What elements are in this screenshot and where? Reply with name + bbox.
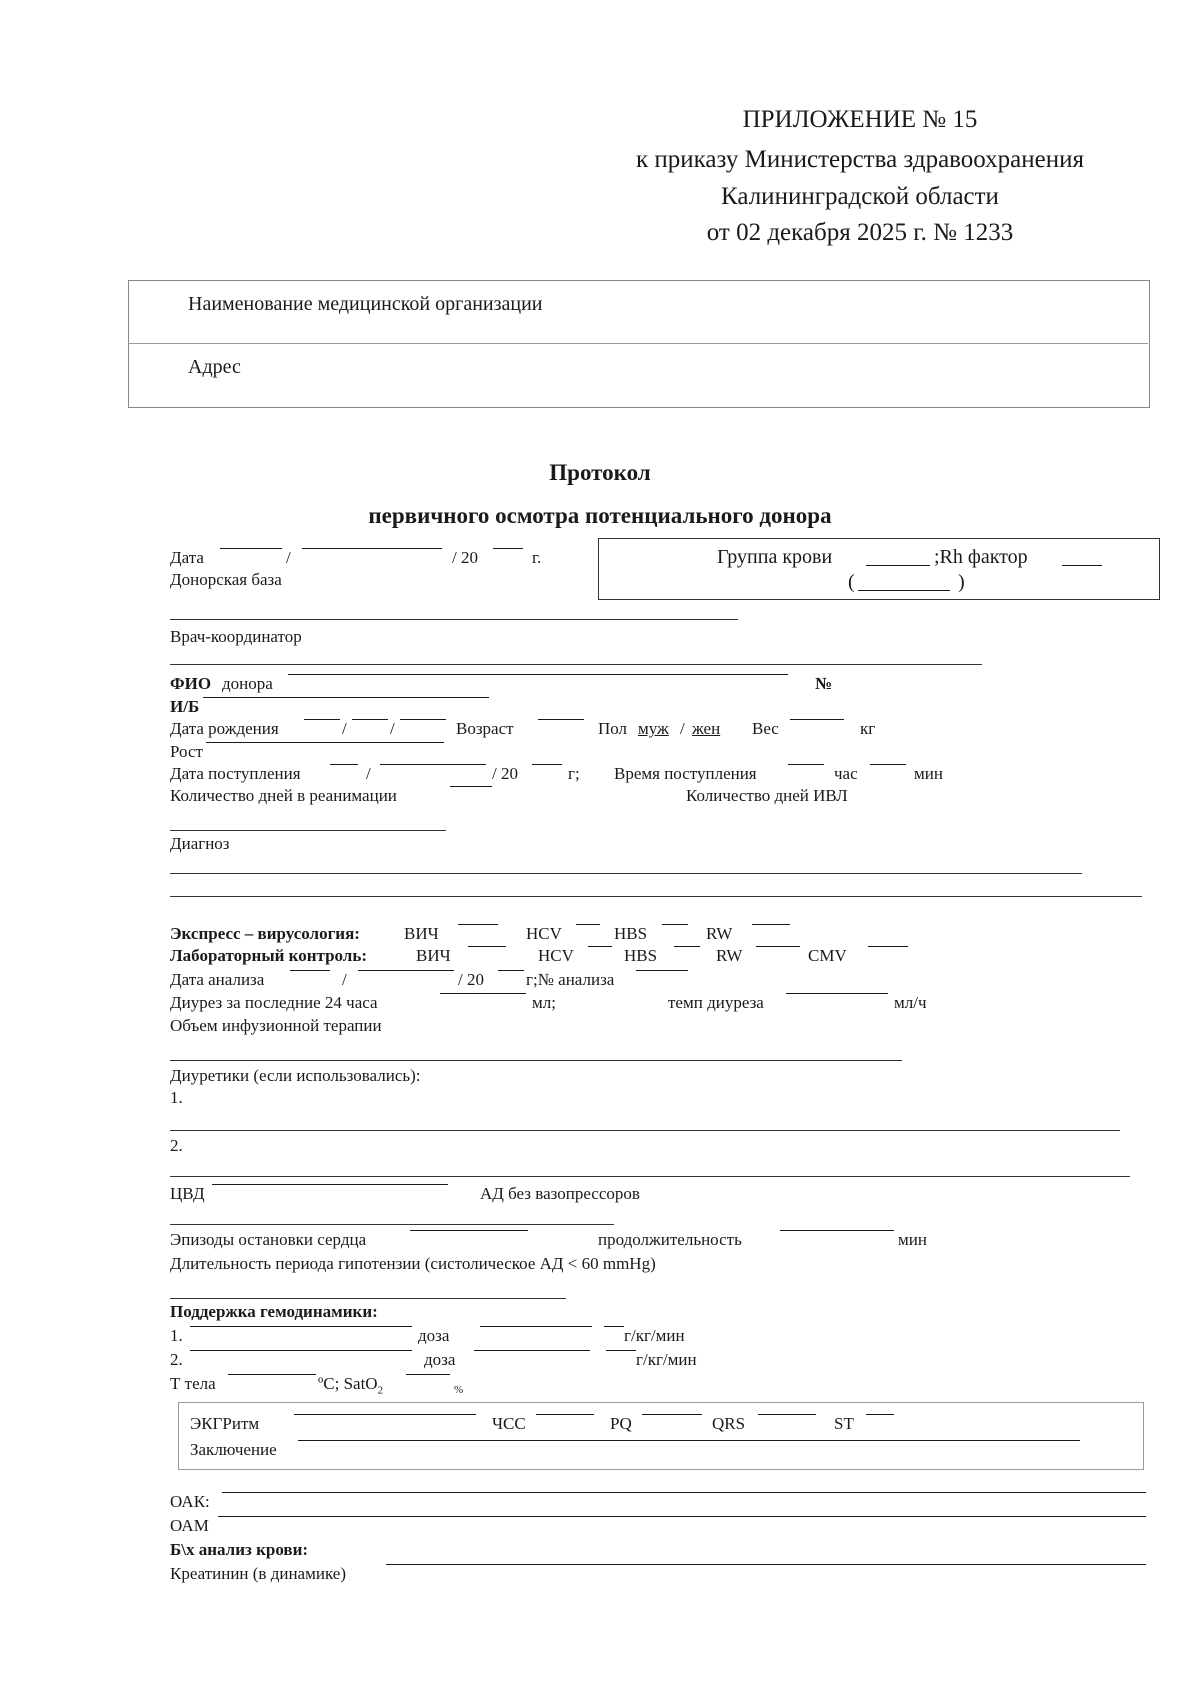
express-hcv-label: HCV (526, 924, 562, 943)
ecg-rhythm-blank[interactable] (294, 1414, 476, 1415)
arrest-duration-label: продолжительность (598, 1230, 742, 1249)
analysis-month-blank[interactable] (358, 970, 454, 971)
fio-rest-label: донора (222, 674, 273, 693)
hemo-drug-1-blank[interactable] (190, 1326, 412, 1327)
hemo-dose-1-blank[interactable] (480, 1326, 592, 1327)
hemo-drug-2-blank[interactable] (190, 1350, 412, 1351)
header-line-1: ПРИЛОЖЕНИЕ № 15 (742, 106, 978, 133)
diuresis-rate-label: темп диуреза (668, 993, 764, 1012)
body-temp-blank[interactable] (228, 1374, 316, 1375)
cvp-blank[interactable] (212, 1184, 448, 1185)
birth-date-label: Дата рождения (170, 719, 279, 738)
weight-unit: кг (860, 719, 876, 738)
date-year-blank[interactable] (493, 548, 523, 549)
rh-factor-label: ;Rh фактор (934, 546, 1028, 568)
weight-blank[interactable] (790, 719, 844, 720)
age-blank[interactable] (538, 719, 584, 720)
icu-days-blank[interactable] (450, 786, 492, 787)
icu-days-label: Количество дней в реанимации (170, 786, 397, 805)
diuresis-blank[interactable] (440, 993, 526, 994)
date-year-suffix: г. (532, 548, 542, 567)
sex-label: Пол (598, 719, 628, 738)
ivl-days-label: Количество дней ИВЛ (686, 786, 848, 805)
express-hbs-label: HBS (614, 924, 648, 943)
hemo-dose-1-label: доза (418, 1326, 450, 1345)
ecg-st-blank[interactable] (866, 1414, 894, 1415)
birth-month-blank[interactable] (352, 719, 388, 720)
sex-female-option[interactable]: жен (692, 719, 721, 738)
record-number-label: № (815, 674, 833, 693)
analysis-number-blank[interactable] (636, 970, 688, 971)
diuresis-ml-unit: мл; (532, 993, 556, 1012)
sat-o2-blank[interactable] (406, 1374, 450, 1375)
express-rw-label: RW (706, 924, 733, 943)
bp-without-vasopressors-label: АД без вазопрессоров (480, 1184, 640, 1203)
diuresis-label: Диурез за последние 24 часа (170, 993, 378, 1012)
ecg-rhythm-label: ЭКГРитм (190, 1414, 260, 1433)
admission-year-label: / 20 (492, 764, 518, 783)
date-year-label: / 20 (452, 548, 478, 567)
ecg-st-label: ST (834, 1414, 854, 1433)
date-day-blank[interactable] (220, 548, 282, 549)
date-label: Дата (170, 548, 204, 567)
lab-hcv-label: HCV (538, 946, 574, 965)
age-label: Возраст (456, 719, 514, 738)
percent-sign: % (454, 1384, 464, 1396)
blood-paren-close: ) (958, 571, 965, 593)
height-label: Рост (170, 742, 203, 761)
coordinator-label: Врач-координатор (170, 627, 302, 646)
analysis-date-label: Дата анализа (170, 970, 265, 989)
oak-label: ОАК: (170, 1492, 210, 1511)
sex-separator: / (680, 719, 685, 738)
blood-group-label: Группа крови (717, 546, 833, 568)
cvp-label: ЦВД (170, 1184, 205, 1203)
admission-year-blank[interactable] (532, 764, 562, 765)
diuretic-line-1 (170, 1130, 1120, 1131)
weight-label: Вес (752, 719, 779, 738)
organization-name-label: Наименование медицинской организации (188, 293, 543, 315)
express-rw-blank[interactable] (752, 924, 790, 925)
bp-line (170, 1224, 614, 1225)
diuresis-rate-blank[interactable] (786, 993, 888, 994)
infusion-label: Объем инфузионной терапии (170, 1016, 382, 1035)
lab-cmv-label: CMV (808, 946, 847, 965)
creatinine-blank[interactable] (386, 1564, 1146, 1565)
analysis-year-label: / 20 (458, 970, 484, 989)
diuretic-item-1: 1. (170, 1088, 183, 1107)
lab-hiv-blank[interactable] (468, 946, 506, 947)
lab-rw-blank[interactable] (756, 946, 800, 947)
blood-group-blank[interactable] (866, 565, 930, 566)
o2-subscript: 2 (377, 1384, 384, 1397)
ecg-pq-label: PQ (610, 1414, 632, 1433)
icu-days-line (170, 830, 446, 831)
hemo-unit-1-blank[interactable] (604, 1326, 624, 1327)
header-line-2: к приказу Министерства здравоохранения (635, 146, 1085, 173)
ecg-qrs-label: QRS (712, 1414, 746, 1433)
admission-min-blank[interactable] (870, 764, 906, 765)
hemo-unit-2-blank[interactable] (606, 1350, 636, 1351)
protocol-subtitle: первичного осмотра потенциального донора (368, 503, 832, 528)
express-virology-label: Экспресс – вирусология: (170, 924, 360, 943)
donor-base-line (170, 619, 738, 620)
body-temp-label: Т тела (170, 1374, 216, 1393)
admission-hour-blank[interactable] (788, 764, 824, 765)
temp-unit-label (318, 1374, 383, 1400)
ib-label: И/Б (170, 697, 200, 716)
ecg-hr-blank[interactable] (536, 1414, 594, 1415)
biochem-label: Б\х анализ крови: (170, 1540, 309, 1559)
diagnosis-line-1 (170, 873, 1082, 874)
birth-day-blank[interactable] (304, 719, 340, 720)
donor-base-label: Донорская база (170, 570, 282, 589)
birth-year-blank[interactable] (400, 719, 446, 720)
coordinator-line (170, 664, 982, 665)
lab-control-label: Лабораторный контроль: (170, 946, 367, 965)
organization-box-divider (128, 343, 1148, 344)
blood-paren-open: ( (848, 571, 855, 593)
analysis-slash: / (342, 970, 347, 989)
diagnosis-label: Диагноз (170, 834, 230, 853)
analysis-day-blank[interactable] (290, 970, 330, 971)
sex-male-option[interactable]: муж (638, 719, 669, 738)
hypotension-line (170, 1298, 566, 1299)
lab-hbs-label: HBS (624, 946, 658, 965)
rh-factor-blank[interactable] (1062, 565, 1102, 566)
ecg-box (178, 1402, 1144, 1470)
admission-date-label: Дата поступления (170, 764, 301, 783)
hypotension-label: Длительность периода гипотензии (систолическое АД < 60 mmHg) (170, 1254, 656, 1273)
birth-slash-1: / (342, 719, 347, 738)
hemodynamic-support-title: Поддержка гемодинамики: (170, 1302, 378, 1321)
temp-unit-text: ºС; SatO (318, 1374, 378, 1393)
diuretic-line-2 (170, 1176, 1130, 1177)
lab-hiv-label: ВИЧ (416, 946, 451, 965)
diagnosis-line-2 (170, 896, 1142, 897)
admission-month-blank[interactable] (380, 764, 486, 765)
oam-blank[interactable] (218, 1516, 1146, 1517)
hemo-item-1: 1. (170, 1326, 183, 1345)
lab-rw-label: RW (716, 946, 743, 965)
admission-slash: / (366, 764, 371, 783)
ecg-conclusion-blank[interactable] (298, 1440, 1080, 1441)
express-hiv-blank[interactable] (458, 924, 498, 925)
organization-address-label: Адрес (188, 356, 241, 378)
arrest-duration-unit: мин (898, 1230, 927, 1249)
lab-hcv-blank[interactable] (588, 946, 612, 947)
date-month-blank[interactable] (302, 548, 442, 549)
fio-bold-label: ФИО (170, 674, 212, 693)
arrest-duration-blank[interactable] (780, 1230, 894, 1231)
express-hbs-blank[interactable] (662, 924, 688, 925)
birth-slash-2: / (390, 719, 395, 738)
diuretics-label: Диуретики (если использовались): (170, 1066, 421, 1085)
infusion-line (170, 1060, 902, 1061)
blood-paren-blank[interactable] (858, 590, 950, 591)
oak-blank[interactable] (222, 1492, 1146, 1493)
admission-day-blank[interactable] (330, 764, 358, 765)
admission-year-suffix: г; (568, 764, 580, 783)
protocol-title: Протокол (549, 460, 651, 485)
hour-unit: час (834, 764, 858, 783)
diuresis-rate-unit: мл/ч (894, 993, 927, 1012)
fio-blank[interactable] (288, 674, 788, 675)
analysis-year-blank[interactable] (498, 970, 524, 971)
lab-cmv-blank[interactable] (868, 946, 908, 947)
lab-hbs-blank[interactable] (674, 946, 700, 947)
ecg-qrs-blank[interactable] (758, 1414, 816, 1415)
hemo-dose-2-label: доза (424, 1350, 456, 1369)
date-slash: / (286, 548, 291, 567)
analysis-number-label: г;№ анализа (526, 970, 615, 989)
oam-label: ОАМ (170, 1516, 209, 1535)
cardiac-arrest-blank[interactable] (410, 1230, 528, 1231)
header-line-3: Калининградской области (721, 183, 999, 210)
admission-time-label: Время поступления (614, 764, 757, 783)
hemo-item-2: 2. (170, 1350, 183, 1369)
express-hiv-label: ВИЧ (404, 924, 439, 943)
ecg-hr-label: ЧСС (492, 1414, 526, 1433)
header-line-4: от 02 декабря 2025 г. № 1233 (706, 219, 1014, 246)
ib-blank[interactable] (203, 697, 489, 698)
ecg-pq-blank[interactable] (642, 1414, 702, 1415)
min-unit: мин (914, 764, 943, 783)
diuretic-item-2: 2. (170, 1136, 183, 1155)
cardiac-arrest-label: Эпизоды остановки сердца (170, 1230, 367, 1249)
ecg-conclusion-label: Заключение (190, 1440, 277, 1459)
height-blank[interactable] (206, 742, 444, 743)
hemo-unit-2: г/кг/мин (636, 1350, 697, 1369)
creatinine-label: Креатинин (в динамике) (170, 1564, 346, 1583)
hemo-unit-1: г/кг/мин (624, 1326, 685, 1345)
hemo-dose-2-blank[interactable] (474, 1350, 590, 1351)
express-hcv-blank[interactable] (576, 924, 600, 925)
